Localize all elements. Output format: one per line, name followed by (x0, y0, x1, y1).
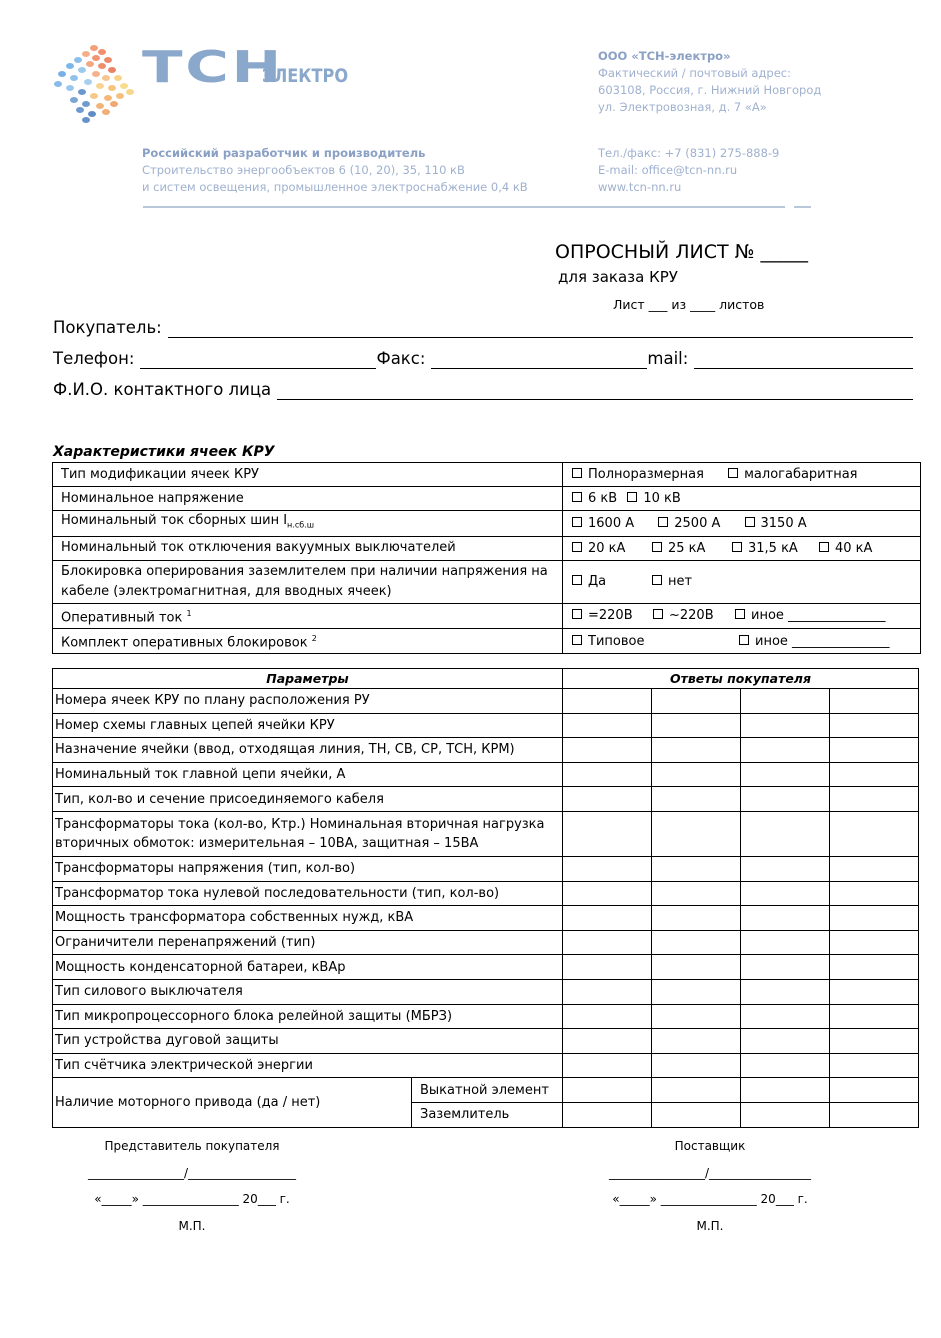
option-label: 1600 А (588, 515, 635, 531)
buyer-date-line[interactable]: «_____» ________________ 20___ г. (94, 1192, 290, 1206)
option-label: 40 кА (835, 540, 873, 556)
char-options (563, 560, 921, 603)
answer-cell[interactable] (741, 881, 830, 906)
fax-field[interactable] (431, 351, 647, 369)
contact-person-label: Ф.И.О. контактного лица (53, 380, 272, 399)
buyer-label: Покупатель: (53, 318, 162, 337)
answer-cell[interactable] (741, 1053, 830, 1078)
char-label (53, 603, 563, 628)
letterhead-divider-short (794, 206, 811, 208)
buyer-field[interactable] (168, 320, 913, 338)
answer-cell[interactable] (563, 713, 652, 738)
answer-cell[interactable] (741, 1029, 830, 1054)
option-label: иное _______________ (751, 608, 886, 624)
char-options (563, 463, 921, 487)
tagline-block (142, 145, 528, 196)
checkbox-icon[interactable] (627, 492, 637, 502)
parameter-row (53, 713, 919, 738)
answer-cell[interactable] (830, 713, 919, 738)
parameter-label: Номера ячеек КРУ по плану расположения РУ (53, 689, 563, 714)
checkbox-icon[interactable] (572, 635, 582, 645)
parameter-label: Трансформаторы тока (кол-во, Ктр.) Номинальная вторичная нагрузка вторичных обмоток: измерительная – 10ВА, защитная – 15ВА (53, 811, 563, 856)
char-options (563, 536, 921, 560)
answer-cell[interactable] (652, 1029, 741, 1054)
logo-subtitle: ЭЛЕКТРО (262, 65, 349, 87)
characteristics-table (52, 462, 921, 654)
option-31-5ka[interactable] (732, 541, 819, 556)
phone-label: Телефон: (53, 349, 135, 368)
answer-cell[interactable] (652, 906, 741, 931)
char-options (563, 603, 921, 628)
answer-cell[interactable] (830, 1004, 919, 1029)
char-row-operating-current (53, 603, 921, 628)
answer-cell[interactable] (830, 906, 919, 931)
answer-cell[interactable] (741, 955, 830, 980)
answer-cell[interactable] (563, 738, 652, 763)
option-label: 31,5 кА (748, 540, 798, 556)
char-options (563, 511, 921, 537)
parameter-row (53, 1053, 919, 1078)
answer-cell[interactable] (741, 1078, 830, 1103)
label-text: Оперативный ток (61, 609, 183, 625)
motor-drive-sublabel: Заземлитель (412, 1102, 563, 1127)
motor-drive-sublabel: Выкатной элемент (412, 1078, 563, 1103)
address-line-1: 603108, Россия, г. Нижний Новгород (598, 83, 822, 97)
phone-field[interactable] (140, 351, 376, 369)
answer-cell[interactable] (563, 787, 652, 812)
parameter-row (53, 955, 919, 980)
parameters-table (52, 668, 919, 1128)
characteristics-title: Характеристики ячеек КРУ (53, 444, 275, 460)
parameter-row (53, 738, 919, 763)
buyer-stamp-label: М.П. (178, 1218, 206, 1233)
answer-cell[interactable] (830, 930, 919, 955)
answer-cell[interactable] (741, 689, 830, 714)
option-label: 10 кВ (643, 491, 681, 506)
answer-cell[interactable] (563, 979, 652, 1004)
option-3150a[interactable] (745, 516, 807, 531)
answer-cell[interactable] (830, 979, 919, 1004)
option-standard[interactable] (572, 634, 739, 649)
char-label: Блокировка оперирования заземлителем при наличии напряжения на кабеле (электромагнитная, для вводных ячеек) (53, 560, 563, 603)
char-label (53, 511, 563, 537)
answer-cell[interactable] (741, 906, 830, 931)
address-label: Фактический / почтовый адрес: (598, 66, 791, 80)
checkbox-icon[interactable] (572, 492, 582, 502)
phone-fax: Тел./факс: +7 (831) 275-888-9 (598, 146, 780, 160)
checkbox-icon[interactable] (653, 609, 663, 619)
answer-cell[interactable] (741, 1102, 830, 1127)
tagline-line-2: и систем освещения, промышленное электроснабжение 0,4 кВ (142, 180, 528, 194)
answer-cell[interactable] (741, 930, 830, 955)
option-label: иное _______________ (755, 633, 890, 649)
footnote-marker: 1 (186, 608, 192, 618)
answer-cell[interactable] (652, 930, 741, 955)
option-label: 25 кА (668, 540, 706, 556)
option-yes[interactable] (572, 574, 652, 589)
char-row-voltage (53, 487, 921, 511)
answer-cell[interactable] (563, 856, 652, 881)
contacts-block (598, 145, 779, 196)
parameter-label: Трансформаторы напряжения (тип, кол-во) (53, 856, 563, 881)
parameter-row (53, 1029, 919, 1054)
char-label: Номинальное напряжение (53, 487, 563, 511)
char-row-modification (53, 463, 921, 487)
char-label: Номинальный ток отключения вакуумных выключателей (53, 536, 563, 560)
char-row-breaking-current (53, 536, 921, 560)
parameter-row (53, 689, 919, 714)
parameter-label: Тип устройства дуговой защиты (53, 1029, 563, 1054)
answer-cell[interactable] (652, 881, 741, 906)
answer-cell[interactable] (830, 1029, 919, 1054)
parameters-header (53, 669, 919, 689)
answer-cell[interactable] (563, 1102, 652, 1127)
form-title: ОПРОСНЫЙ ЛИСТ № _____ (555, 241, 808, 263)
buyer-signature-title: Представитель покупателя (104, 1139, 280, 1153)
option-10kv[interactable] (627, 491, 680, 506)
answer-cell[interactable] (563, 1029, 652, 1054)
char-options (563, 628, 921, 653)
answer-cell[interactable] (563, 930, 652, 955)
parameter-label: Тип микропроцессорного блока релейной защиты (МБРЗ) (53, 1004, 563, 1029)
answer-cell[interactable] (830, 787, 919, 812)
answer-cell[interactable] (830, 762, 919, 787)
option-label: Да (588, 574, 607, 590)
parameter-row (53, 881, 919, 906)
email-link[interactable]: E-mail: office@tcn-nn.ru (598, 163, 738, 177)
answer-cell[interactable] (652, 811, 741, 856)
parameter-label: Тип, кол-во и сечение присоединяемого кабеля (53, 787, 563, 812)
parameter-label: Мощность трансформатора собственных нужд, кВА (53, 906, 563, 931)
parameter-label: Мощность конденсаторной батареи, кВАр (53, 955, 563, 980)
answer-cell[interactable] (830, 738, 919, 763)
tagline-heading: Российский разработчик и производитель (142, 146, 426, 160)
answer-cell[interactable] (741, 856, 830, 881)
parameter-label: Тип счётчика электрической энергии (53, 1053, 563, 1078)
option-2500a[interactable] (658, 516, 720, 531)
header-parameters: Параметры (53, 669, 563, 689)
option-label: 20 кА (588, 540, 626, 556)
footnote-marker: 2 (311, 633, 317, 643)
answer-cell[interactable] (830, 881, 919, 906)
answer-cell[interactable] (652, 955, 741, 980)
option-other[interactable] (739, 634, 890, 649)
option-label: =220В (588, 608, 633, 624)
company-address-block (598, 48, 821, 116)
answer-cell[interactable] (563, 1053, 652, 1078)
option-label: ~220В (669, 608, 714, 624)
option-label: нет (668, 574, 693, 590)
answer-cell[interactable] (830, 955, 919, 980)
website-link[interactable]: www.tcn-nn.ru (598, 180, 682, 194)
option-25ka[interactable] (652, 541, 732, 556)
header-answers: Ответы покупателя (563, 669, 919, 689)
buyer-row (53, 318, 913, 338)
answer-cell[interactable] (652, 1053, 741, 1078)
company-logo-icon (52, 42, 136, 126)
answer-cell[interactable] (830, 1078, 919, 1103)
answer-cell[interactable] (741, 762, 830, 787)
mail-field[interactable] (694, 351, 913, 369)
parameter-row (53, 811, 919, 856)
answer-cell[interactable] (563, 906, 652, 931)
supplier-signature-title: Поставщик (674, 1139, 746, 1153)
label-text: Комплект оперативных блокировок (61, 635, 308, 651)
parameter-row (53, 762, 919, 787)
char-row-busbar-current (53, 511, 921, 537)
answer-cell[interactable] (563, 811, 652, 856)
answer-cell[interactable] (830, 1102, 919, 1127)
logo-wordmark: ТСН (142, 42, 284, 93)
checkbox-icon[interactable] (819, 542, 829, 552)
checkbox-icon[interactable] (652, 575, 662, 585)
answer-cell[interactable] (741, 979, 830, 1004)
answer-cell[interactable] (741, 787, 830, 812)
option-full-size[interactable] (572, 467, 704, 482)
parameter-label: Номер схемы главных цепей ячейки КРУ (53, 713, 563, 738)
option-label: Полноразмерная (588, 467, 704, 482)
answer-cell[interactable] (652, 689, 741, 714)
checkbox-icon[interactable] (732, 542, 742, 552)
parameter-label: Назначение ячейки (ввод, отходящая линия, ТН, СВ, СР, ТСН, КРМ) (53, 738, 563, 763)
option-1600a[interactable] (572, 516, 634, 531)
label-text: Номинальный ток сборных шин I (61, 513, 288, 528)
parameter-row (53, 787, 919, 812)
answer-cell[interactable] (652, 1078, 741, 1103)
answer-cell[interactable] (563, 689, 652, 714)
answer-cell[interactable] (830, 689, 919, 714)
checkbox-icon[interactable] (572, 575, 582, 585)
option-40ka[interactable] (819, 541, 872, 556)
supplier-date-line[interactable]: «_____» ________________ 20___ г. (612, 1192, 808, 1206)
answer-cell[interactable] (830, 811, 919, 856)
answer-cell[interactable] (563, 881, 652, 906)
char-options (563, 487, 921, 511)
answer-cell[interactable] (563, 1004, 652, 1029)
answer-cell[interactable] (830, 856, 919, 881)
option-label: 2500 А (674, 515, 721, 531)
option-6kv[interactable] (572, 491, 617, 506)
parameter-label: Ограничители перенапряжений (тип) (53, 930, 563, 955)
motor-drive-row (53, 1078, 919, 1103)
option-label: 6 кВ (588, 491, 618, 506)
supplier-signature-line[interactable]: ________________/_________________ (608, 1165, 812, 1180)
answer-cell[interactable] (652, 856, 741, 881)
parameter-label: Номинальный ток главной цепи ячейки, А (53, 762, 563, 787)
answer-cell[interactable] (563, 762, 652, 787)
parameter-row (53, 930, 919, 955)
phone-row (53, 349, 913, 369)
answer-cell[interactable] (830, 1053, 919, 1078)
checkbox-icon[interactable] (735, 609, 745, 619)
fax-label: Факс: (376, 349, 426, 368)
answer-cell[interactable] (652, 738, 741, 763)
answer-cell[interactable] (741, 811, 830, 856)
answer-cell[interactable] (652, 979, 741, 1004)
buyer-signature-line[interactable]: ________________/__________________ (87, 1165, 297, 1180)
checkbox-icon[interactable] (728, 468, 738, 478)
char-row-interlock-set (53, 628, 921, 653)
answer-cell[interactable] (563, 955, 652, 980)
contact-person-field[interactable] (277, 382, 913, 400)
supplier-signature-block (590, 1138, 830, 1244)
option-ac-220v[interactable] (653, 608, 735, 623)
option-label: Типовое (588, 633, 645, 649)
option-label: малогабаритная (744, 467, 858, 482)
answer-cell[interactable] (563, 1078, 652, 1103)
tagline-line-1: Строительство энергообъектов 6 (10, 20), 35, 110 кВ (142, 163, 465, 177)
company-name: ООО «ТСН-электро» (598, 49, 731, 63)
char-row-earthing-interlock (53, 560, 921, 603)
answer-cell[interactable] (741, 1004, 830, 1029)
option-20ka[interactable] (572, 541, 652, 556)
parameter-row (53, 856, 919, 881)
checkbox-icon[interactable] (572, 542, 582, 552)
sheet-counter: Лист ___ из ____ листов (613, 297, 765, 312)
answer-cell[interactable] (652, 1102, 741, 1127)
mail-label: mail: (647, 349, 689, 368)
option-label: 3150 А (760, 515, 807, 531)
checkbox-icon[interactable] (652, 542, 662, 552)
parameter-label: Трансформатор тока нулевой последовательности (тип, кол-во) (53, 881, 563, 906)
answer-cell[interactable] (741, 738, 830, 763)
checkbox-icon[interactable] (745, 517, 755, 527)
motor-drive-label: Наличие моторного привода (да / нет) (53, 1078, 412, 1127)
answer-cell[interactable] (652, 762, 741, 787)
answer-cell[interactable] (652, 713, 741, 738)
form-subtitle: для заказа КРУ (558, 268, 678, 286)
option-dc-220v[interactable] (572, 608, 653, 623)
label-subscript: н.сб.ш (287, 520, 315, 530)
parameter-row (53, 906, 919, 931)
checkbox-icon[interactable] (739, 635, 749, 645)
option-compact[interactable] (728, 467, 857, 482)
answer-cell[interactable] (652, 1004, 741, 1029)
buyer-signature-block (72, 1138, 312, 1244)
checkbox-icon[interactable] (572, 517, 582, 527)
option-other[interactable] (735, 608, 886, 623)
letterhead-divider (143, 206, 785, 208)
answer-cell[interactable] (741, 713, 830, 738)
answer-cell[interactable] (652, 787, 741, 812)
parameter-row (53, 1004, 919, 1029)
option-no[interactable] (652, 574, 692, 589)
supplier-stamp-label: М.П. (696, 1218, 724, 1233)
contact-person-row (53, 380, 913, 400)
parameter-label: Тип силового выключателя (53, 979, 563, 1004)
char-label: Тип модификации ячеек КРУ (53, 463, 563, 487)
checkbox-icon[interactable] (572, 609, 582, 619)
checkbox-icon[interactable] (572, 468, 582, 478)
checkbox-icon[interactable] (658, 517, 668, 527)
parameter-row (53, 979, 919, 1004)
char-label (53, 628, 563, 653)
address-line-2: ул. Электровозная, д. 7 «А» (598, 100, 767, 114)
